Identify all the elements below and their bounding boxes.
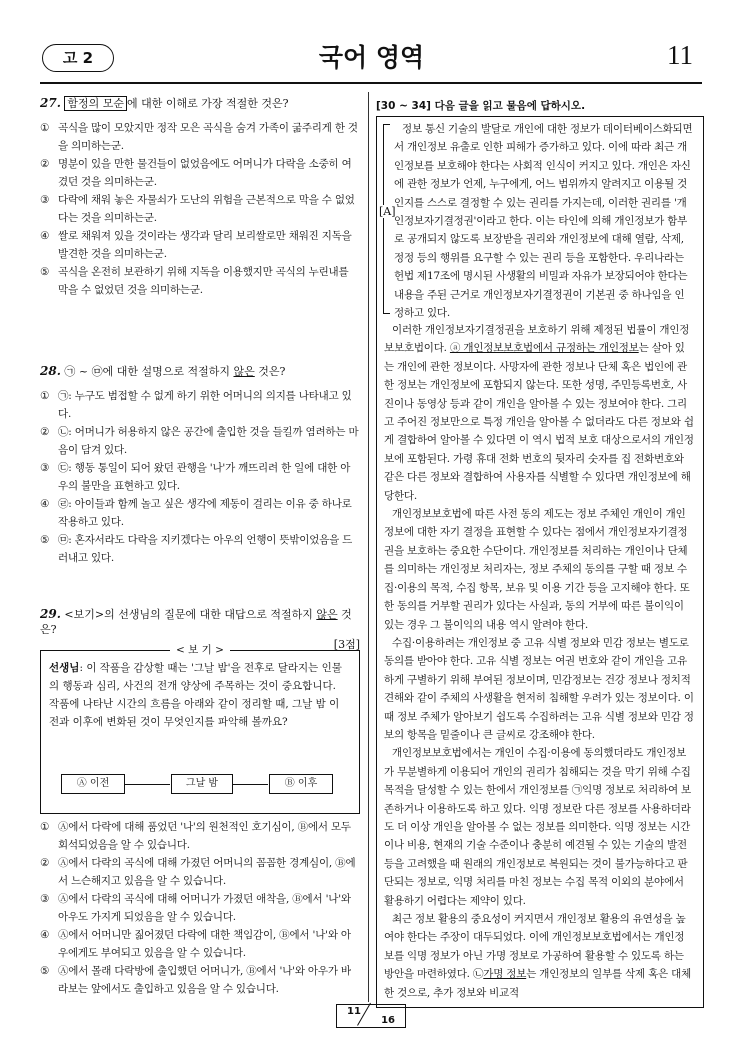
q28-option-2[interactable]: ② ㉡: 어머니가 허용하지 않은 공간에 출입한 것을 들킬까 염려하는 마음이 담겨 있다. [40,426,359,456]
passage-paragraph-5: 개인정보보호법에서는 개인이 수집·이용에 동의했더라도 개인정보가 무분별하게 이용되어 개인의 권리가 침해되는 것을 막기 위해 수집 목적을 달성할 수 있는 한에서 개인정보를 ㉠익명 정보로 처리하여 보존하거나 이용하도록 하고 있다. 익명 정보란 다른 정보를 사용하더라도 더 이상 개인을 알아볼 수 없는 정보를 의미한다. 익명 정보는 시간이나 비용, 현재의 기술 수준이나 충분히 예견될 수 있는 기술의 발전 등을 고려했을 때 원래의 개인정보로 복원되는 것이 불가능하다고 판단되는 정보로, 익명 처리를 마친 정보는 수집 목적 이외의 분야에서 활용하기 어렵다는 제약이 있다. [384,747,691,907]
q28-option-1[interactable]: ① ㉠: 누구도 범접할 수 없게 하기 위한 어머니의 의지를 나타내고 있다. [40,390,352,420]
bracket-a-label: [A] [379,205,396,218]
passage-paragraph-3: 개인정보보호법에 따른 사전 동의 제도는 정보 주체인 개인이 개인정보에 대한 자기 결정을 표현할 수 있다는 점에서 개인정보자기결정권을 보호하는 중요한 수단이다. 개인정보를 처리하는 개인이나 단체를 의미하는 개인정보 처리자는, 정보 주체의 동의를 구할 때 정보 수집·이용의 목적, 수집 항목, 보유 및 이용 기간 등을 고지해야 한다. 또한 동의를 거부할 권리가 있다는 사실과, 동의 거부에 따른 불이익이 있는 경우 그 불이익의 내용 역시 알려야 한다. [384,508,690,631]
passage-heading: [30 ~ 34] 다음 글을 읽고 물음에 답하시오. [376,100,586,112]
passage-paragraph-1: 정보 통신 기술의 발달로 개인에 대한 정보가 데이터베이스화되면서 개인정보 유출로 인한 피해가 증가하고 있다. 이에 따라 최근 개인정보를 보호해야 한다는 사회적 인식이 커지고 있다. 개인은 자신에 관한 정보가 언제, 누구에게, 어느 범위까지 알려지고 이용될 것인지를 스스로 결정할 수 있는 권리를 가지는데, 이러한 권리를 '개인정보자기결정권'이라고 한다. 이는 타인에 의해 개인정보가 함부로 공개되지 않도록 보장받을 권리와 개인정보에 대해 열람, 삭제, 정정 등의 행위를 요구할 수 있는 권리 등을 포함한다. 우리나라는 헌법 제17조에 명시된 사생활의 비밀과 자유가 보장되어야 한다는 내용을 주된 근거로 개인정보자기결정권이 기본권 중 하나임을 인정하고 있다. [394,123,693,320]
timeline-line-1 [124,784,170,785]
timeline-line-2 [232,784,268,785]
passage-body [394,120,694,322]
teacher-text: : 이 작품을 감상할 때는 '그날 밤'을 전후로 달라지는 인물의 행동과 심리, 사건의 전개 양상에 주목하는 것이 중요합니다. 작품에 나타난 시간의 흐름을 아래와 같이 정리할 때, 그날 밤 이전과 이후에 변화된 것이 무엇인지를 파악해 볼까요? [49,662,342,728]
page-title: 국어 영역 [318,43,425,72]
question-28-options [40,387,360,567]
question-28-number: 28. [40,364,61,378]
grade-badge: 고 2 [42,44,114,72]
q29-option-4[interactable]: ④ Ⓐ에서 어머니만 짊어졌던 다락에 대한 책임감이, Ⓑ에서 '나'와 아우에게도 부여되고 있음을 알 수 있습니다. [40,929,351,959]
timeline-after: Ⓑ 이후 [269,774,333,794]
question-29-number: 29. [40,607,61,621]
q27-option-3[interactable]: ③ 다락에 채워 놓은 자물쇠가 도난의 위험을 근본적으로 막을 수 없었다는 것을 의미하는군. [40,194,355,224]
column-divider [368,92,369,1002]
q29-option-2[interactable]: ② Ⓐ에서 다락의 곡식에 대해 가졌던 어머니의 꼼꼼한 경계심이, Ⓑ에서 느슨해지고 있음을 알 수 있습니다. [40,857,356,887]
question-29-title: 29. <보기>의 선생님의 질문에 대한 대답으로 적절하지 않은 것은? [40,607,352,636]
footer-current-page: 11 [347,1006,361,1017]
passage-paragraph-4: 수집·이용하려는 개인정보 중 고유 식별 정보와 민감 정보는 별도로 동의를 받아야 한다. 고유 식별 정보는 여권 번호와 같이 개인을 고유하게 구별하기 위해 부여된 정보이며, 민감정보는 건강 정보나 정치적 견해와 같이 주체의 사생활을 현저히 침해할 우려가 있는 정보이다. 이때 정보 주체가 알아보기 쉽도록 수집하려는 고유 식별 정보와 민감 정보의 항목을 밑줄이나 큰 글씨로 강조해야 한다. [384,636,694,741]
timeline-flow [61,774,331,796]
q27-option-1[interactable]: ① 곡식을 많이 모았지만 정작 모은 곡식을 숨겨 가족이 굶주리게 한 것을 의미하는군. [40,122,358,152]
header-rule [40,82,702,84]
q29-option-1[interactable]: ① Ⓐ에서 다락에 대해 품었던 '나'의 원천적인 호기심이, Ⓑ에서 모두 회석되었음을 알 수 있습니다. [40,821,351,851]
q27-option-4[interactable]: ④ 쌀로 채워져 있을 것이라는 생각과 달리 보리쌀로만 채워진 지독을 발견한 것을 의미하는군. [40,230,352,260]
teacher-label: 선생님 [49,662,80,674]
q29-option-5[interactable]: ⑤ Ⓐ에서 몰래 다락방에 출입했던 어머니가, Ⓑ에서 '나'와 아우가 바라보는 앞에서도 출입하고 있음을 알 수 있습니다. [40,965,351,995]
question-27-title [40,96,360,111]
page-footer [336,1004,406,1028]
question-27-options [40,119,360,299]
footer-total-pages: 16 [381,1015,395,1026]
timeline-that-night: 그날 밤 [171,774,233,794]
passage-paragraph-6: 최근 정보 활용의 중요성이 커지면서 개인정보 활용의 유연성을 높여야 한다는 주장이 대두되었다. 이에 개인정보보호법에서는 개인정보를 익명 정보가 아닌 가명 정보로 가공하여 활용할 수 있도록 하는 방안을 마련하였다. ㉡가명 정보는 개인정보의 일부를 삭제 혹은 대체한 것으로, 추가 정보와 비교적 [384,913,692,999]
question-27 [40,96,360,299]
question-27-text: 에 대한 이해로 가장 적절한 것은? [127,97,289,110]
question-29-points: [3점] [333,638,360,651]
q27-option-5[interactable]: ⑤ 곡식을 온전히 보관하기 위해 지독을 이용했지만 곡식의 누린내를 막을 수 없었던 것을 의미하는군. [40,266,349,296]
question-28 [40,364,360,567]
q28-option-3[interactable]: ③ ㉢: 행동 통일이 되어 왔던 관행을 '나'가 깨뜨리려 한 일에 대한 아우의 불만을 표현하고 있다. [40,462,351,492]
q28-option-4[interactable]: ④ ㉣: 아이들과 함께 놀고 싶은 생각에 제동이 걸리는 이유 중 하나로 작용하고 있다. [40,498,352,528]
q29-option-3[interactable]: ③ Ⓐ에서 다락의 곡식에 대해 어머니가 가졌던 애착을, Ⓑ에서 '나'와 아우도 가지게 되었음을 알 수 있습니다. [40,893,351,923]
question-29-options [40,818,360,998]
bracket-a [383,124,390,314]
timeline-before: Ⓐ 이전 [61,774,125,794]
passage-body-rest [384,321,694,1002]
question-27-number: 27. [40,96,61,110]
q27-option-2[interactable]: ② 명분이 있을 만한 물건들이 없었음에도 어머니가 다락을 소중히 여겼던 것을 의미하는군. [40,158,352,188]
bogi-text [49,659,349,731]
q28-option-5[interactable]: ⑤ ㉤: 혼자서라도 다락을 지키겠다는 아우의 언행이 뜻밖이었음을 드러내고 있다. [40,534,353,564]
question-28-title: 28. ㉠ ~ ㉤에 대한 설명으로 적절하지 않은 것은? [40,364,286,378]
page-number: 11 [667,40,693,70]
passage-paragraph-2: 이러한 개인정보자기결정권을 보호하기 위해 제정된 법률이 개인정보보호법이다. ⓐ 개인정보보호법에서 규정하는 개인정보는 살아 있는 개인에 관한 정보이다. 사망자에 관한 정보나 단체 혹은 법인에 관한 정보는 개인정보에 포함되지 않는다. 또한 성명, 주민등록번호, 사진이나 동영상 등과 같이 개인을 알아볼 수 있는 정보여야 한다. 그리고 주어진 정보만으로 특정 개인을 알아볼 수 없더라도 다른 정보와 쉽게 결합하여 알아볼 수 있다면 이 역시 법적 보호 대상으로서의 개인정보에 포함된다. 가령 휴대 전화 번호의 뒷자리 숫자를 집 전화번호와 같은 다른 정보와 결합하여 사용자를 식별할 수 있다면 개인정보에 해당한다. [384,324,694,502]
question-27-target: 함정의 모순 [64,96,127,111]
bogi-label: < 보 기 > [41,642,359,657]
